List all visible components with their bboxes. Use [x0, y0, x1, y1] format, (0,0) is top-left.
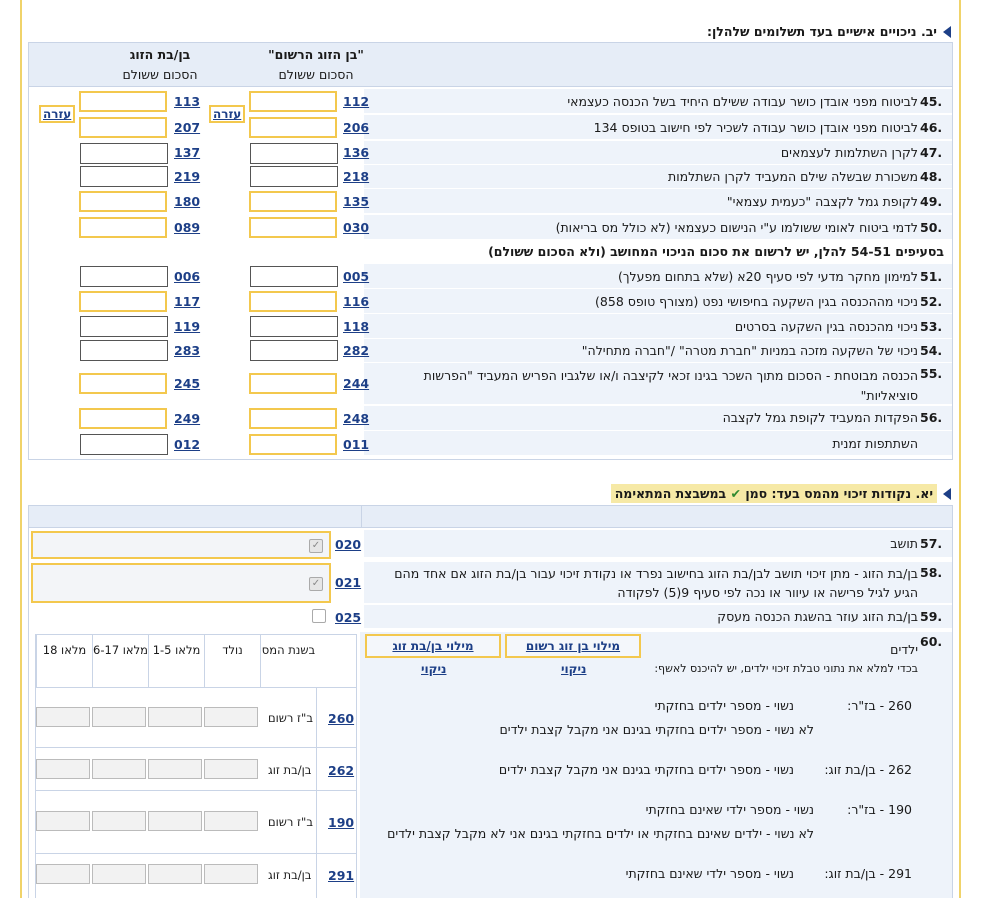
amount-input[interactable] — [249, 117, 337, 138]
fill-spouse-button[interactable]: מילוי בן/בת זוג — [365, 634, 501, 658]
code-link[interactable]: 249 — [174, 411, 201, 426]
deductions-panel — [28, 42, 953, 460]
spouse-helps-checkbox[interactable] — [312, 609, 326, 623]
code-link[interactable]: 244 — [343, 376, 370, 391]
section-ya-title-text: יא. נקודות זיכוי מהמס בעד: סמן ✔ במשבצת המתאימה — [611, 484, 937, 503]
amount-input[interactable] — [80, 340, 168, 361]
amount-input[interactable] — [80, 316, 168, 337]
amount-input[interactable] — [249, 217, 337, 238]
row-54: ניכוי של השקעה מזכה במניות "חברת מטרה" /"חברה מתחילה" 54. 282 283 — [29, 339, 952, 363]
row-58: בן/בת הזוג - מתן זיכוי תושב לבן/בת הזוג בחישוב נפרד או נקודת זיכוי עבור בן/בת הזוג אם אחד מהם הגיע לגיל פרישה או עיוור או נכה לפי סעיף 9(5) לפקודה 58. 021 — [29, 562, 952, 604]
row-47: לקרן השתלמות לעצמאים 47. 136 137 — [29, 141, 952, 165]
row-49: לקופת גמל לקצבה "כעמית עצמאי" 49. 135 180 — [29, 189, 952, 214]
fill-registered-button[interactable]: מילוי בן זוג רשום — [505, 634, 641, 658]
line-190-unmarried: לא נשוי - ילדים שאינם בחזקתי או ילדים בחזקתי בגינם אני לא מקבל קצבת ילדים — [387, 826, 814, 841]
child-count-input[interactable] — [148, 759, 202, 779]
section-ya-title — [611, 484, 951, 503]
code-link[interactable]: 180 — [174, 194, 201, 209]
row-45: לביטוח מפני אובדן כושר עבודה ששילם היחיד בשל הכנסה כעצמאי 45. 112 113 — [29, 89, 952, 114]
resident-checkbox[interactable]: ✓ — [309, 539, 323, 553]
col-spouse-header: בן/בת הזוג — [129, 47, 191, 62]
child-count-input[interactable] — [204, 811, 258, 831]
clear-registered-link[interactable]: ניקוי — [561, 662, 587, 676]
code-link[interactable]: 260 — [328, 711, 355, 726]
resident-checkbox-area — [31, 531, 331, 559]
code-link[interactable]: 116 — [343, 294, 370, 309]
spouse-credit-checkbox-area — [31, 563, 331, 603]
line-291-prefix: 291 - בן/בת זוג: — [824, 866, 912, 881]
code-link[interactable]: 137 — [174, 145, 201, 160]
triangle-icon — [943, 488, 951, 500]
row-59: בן/בת הזוג עוזר בהשגת הכנסה מעסק 59. 025 — [29, 605, 952, 629]
child-count-input[interactable] — [92, 864, 146, 884]
line-190-prefix: 190 - בז"ר: — [847, 802, 912, 817]
amount-input[interactable] — [249, 373, 337, 394]
child-count-input[interactable] — [204, 759, 258, 779]
line-260-unmarried: לא נשוי - מספר ילדים בחזקתי בגינם אני מקבל קצבת ילדים — [499, 722, 814, 737]
child-count-input[interactable] — [36, 864, 90, 884]
help-link-spouse[interactable]: עזרה — [39, 105, 75, 123]
row-51: למימון מחקר מדעי לפי סעיף 20א (שלא בתחום מפעלך) 51. 005 006 — [29, 264, 952, 289]
code-link[interactable]: 135 — [343, 194, 370, 209]
amount-input[interactable] — [80, 166, 168, 187]
code-link[interactable]: 113 — [174, 94, 201, 109]
header-age1-5: מלאו 1-5 — [148, 635, 204, 687]
header-age18: מלאו 18 — [36, 635, 92, 687]
spouse-credit-checkbox[interactable]: ✓ — [309, 577, 323, 591]
col-registered-header: "בן הזוג הרשום" — [268, 47, 364, 62]
code-link[interactable]: 025 — [335, 610, 362, 625]
header-age6-17: מלאו 6-17 — [92, 635, 148, 687]
amount-input[interactable] — [250, 316, 338, 337]
child-count-input[interactable] — [92, 811, 146, 831]
children-note: בכדי למלא את נתוני טבלת זיכוי ילדים, יש להיכנס לאשף: — [654, 662, 918, 675]
amount-input[interactable] — [249, 191, 337, 212]
children-table — [35, 634, 357, 898]
col-registered-sub: הסכום ששולם — [278, 67, 354, 82]
code-link[interactable]: 089 — [174, 220, 201, 235]
code-link[interactable]: 005 — [343, 269, 370, 284]
amount-input[interactable] — [79, 91, 167, 112]
row-temporary: השתתפות זמנית 011 012 — [29, 431, 952, 456]
row-who: בן/בת זוג — [268, 868, 312, 882]
row-48: משכורת שבשלה שילם המעביד לקרן השתלמות 48. 218 219 — [29, 165, 952, 189]
amount-input[interactable] — [79, 191, 167, 212]
help-link-registered[interactable]: עזרה — [209, 105, 245, 123]
line-291-text: נשוי - מספר ילדי שאינם בחזקתי — [625, 866, 794, 881]
code-link[interactable]: 207 — [174, 120, 201, 135]
child-count-input[interactable] — [204, 864, 258, 884]
row-who: ב"ז רשום — [268, 711, 313, 725]
row-60: 60. ילדים בכדי למלא את נתוני טבלת זיכוי ילדים, יש להיכנס לאשף: מילוי בן זוג רשום מילוי בן/בת זוג ניקוי ניקוי 260 - בז"ר: נשוי - מספר ילדים בחזקתי לא נשוי - מספר ילדים בחזקתי בגינם אני מקבל קצבת ילדים 262 - בן/בת זוג: נשוי - מספר ילדים בחזקתי בגינם אני מקבל קצבת ילדים 190 - בז"ר: נשוי - מספר ילדי שאינם בחזקתי לא נשוי - ילדים שאינם בחזקתי או ילדים בחזקתי בגינם אני לא מקבל קצבת ילדים 291 - בן/בת זוג: נשוי - מספר ילדי שאינם בחזקתי — [29, 632, 952, 898]
child-count-input[interactable] — [92, 707, 146, 727]
amount-input[interactable] — [80, 266, 168, 287]
child-count-input[interactable] — [92, 759, 146, 779]
row-53: ניכוי מהכנסה בגין השקעה בסרטים 53. 118 119 — [29, 314, 952, 339]
row-who: בן/בת זוג — [268, 763, 312, 777]
frame-left — [20, 0, 22, 898]
col-spouse-sub: הסכום ששולם — [122, 67, 198, 82]
amount-input[interactable] — [249, 291, 337, 312]
code-link[interactable]: 282 — [343, 343, 370, 358]
line-262-prefix: 262 - בן/בת זוג: — [824, 762, 912, 777]
row-who: ב"ז רשום — [268, 815, 313, 829]
row-46: לביטוח מפני אובדן כושר עבודה לשכיר לפי חישוב בטופס 134 46. 206 207 — [29, 115, 952, 140]
amount-input[interactable] — [80, 434, 168, 455]
code-link[interactable]: 262 — [328, 763, 355, 778]
code-link[interactable]: 020 — [335, 537, 362, 552]
amount-input[interactable] — [79, 373, 167, 394]
code-link[interactable]: 283 — [174, 343, 201, 358]
code-link[interactable]: 119 — [174, 319, 201, 334]
amount-input[interactable] — [250, 143, 338, 164]
code-link[interactable]: 006 — [174, 269, 201, 284]
code-link[interactable]: 118 — [343, 319, 370, 334]
line-260-married: נשוי - מספר ילדים בחזקתי — [654, 698, 794, 713]
amount-input[interactable] — [250, 166, 338, 187]
child-count-input[interactable] — [148, 811, 202, 831]
code-link[interactable]: 117 — [174, 294, 201, 309]
header-tax-year: בשנת המס — [260, 635, 316, 687]
header-born: נולד — [204, 635, 260, 687]
amount-input[interactable] — [250, 266, 338, 287]
section-yb-title: יב. ניכויים אישיים בעד תשלומים שלהלן: — [707, 24, 951, 39]
row-55: הכנסה מבוטחת - הסכום מתוך השכר בגינו זכאי לקיצבה ו/או שלגביו הפריש המעביד "הפרשות סוציאליות" 55. 244 245 — [29, 363, 952, 405]
code-link[interactable]: 218 — [343, 169, 370, 184]
frame-right — [959, 0, 961, 898]
child-count-input[interactable] — [148, 707, 202, 727]
children-title: ילדים — [890, 642, 918, 657]
code-link[interactable]: 012 — [174, 437, 201, 452]
code-link[interactable]: 206 — [343, 120, 370, 135]
line-262-text: נשוי - מספר ילדים בחזקתי בגינם אני מקבל קצבת ילדים — [498, 762, 794, 777]
code-link[interactable]: 291 — [328, 868, 355, 883]
credits-panel — [28, 505, 953, 898]
amount-input[interactable] — [250, 340, 338, 361]
credits-header — [29, 506, 952, 528]
amount-input[interactable] — [79, 408, 167, 429]
line-260-prefix: 260 - בז"ר: — [847, 698, 912, 713]
subhead-51-54: בסעיפים 54-51 להלן, יש לרשום את סכום הניכוי המחושב (ולא הסכום ששולם) — [488, 244, 944, 259]
child-count-input[interactable] — [148, 864, 202, 884]
code-link[interactable]: 219 — [174, 169, 201, 184]
code-link[interactable]: 030 — [343, 220, 370, 235]
code-link[interactable]: 136 — [343, 145, 370, 160]
code-link[interactable]: 190 — [328, 815, 355, 830]
child-count-input[interactable] — [36, 759, 90, 779]
amount-input[interactable] — [79, 117, 167, 138]
child-count-input[interactable] — [36, 707, 90, 727]
row-50: לדמי ביטוח לאומי ששולמו ע"י הנישום כעצמאי (לא כולל מס בריאות) 50. 030 089 — [29, 215, 952, 240]
amount-input[interactable] — [249, 91, 337, 112]
amount-input[interactable] — [249, 434, 337, 455]
amount-input[interactable] — [249, 408, 337, 429]
row-57: תושב 57. 020 — [29, 530, 952, 558]
clear-spouse-link[interactable]: ניקוי — [421, 662, 447, 676]
code-link[interactable]: 021 — [335, 575, 362, 590]
code-link[interactable]: 011 — [343, 437, 370, 452]
row-52: ניכוי מההכנסה בגין השקעה בחיפושי נפט (מצורף טופס 858) 52. 116 117 — [29, 289, 952, 314]
amount-input[interactable] — [80, 143, 168, 164]
amount-input[interactable] — [79, 217, 167, 238]
triangle-icon — [943, 26, 951, 38]
code-link[interactable]: 112 — [343, 94, 370, 109]
row-56: הפקדות המעביד לקופת גמל לקצבה 56. 248 249 — [29, 406, 952, 431]
amount-input[interactable] — [79, 291, 167, 312]
line-190-married: נשוי - מספר ילדי שאינם בחזקתי — [645, 802, 814, 817]
code-link[interactable]: 248 — [343, 411, 370, 426]
child-count-input[interactable] — [36, 811, 90, 831]
checkmark-icon: ✔ — [730, 486, 741, 501]
code-link[interactable]: 245 — [174, 376, 201, 391]
child-count-input[interactable] — [204, 707, 258, 727]
